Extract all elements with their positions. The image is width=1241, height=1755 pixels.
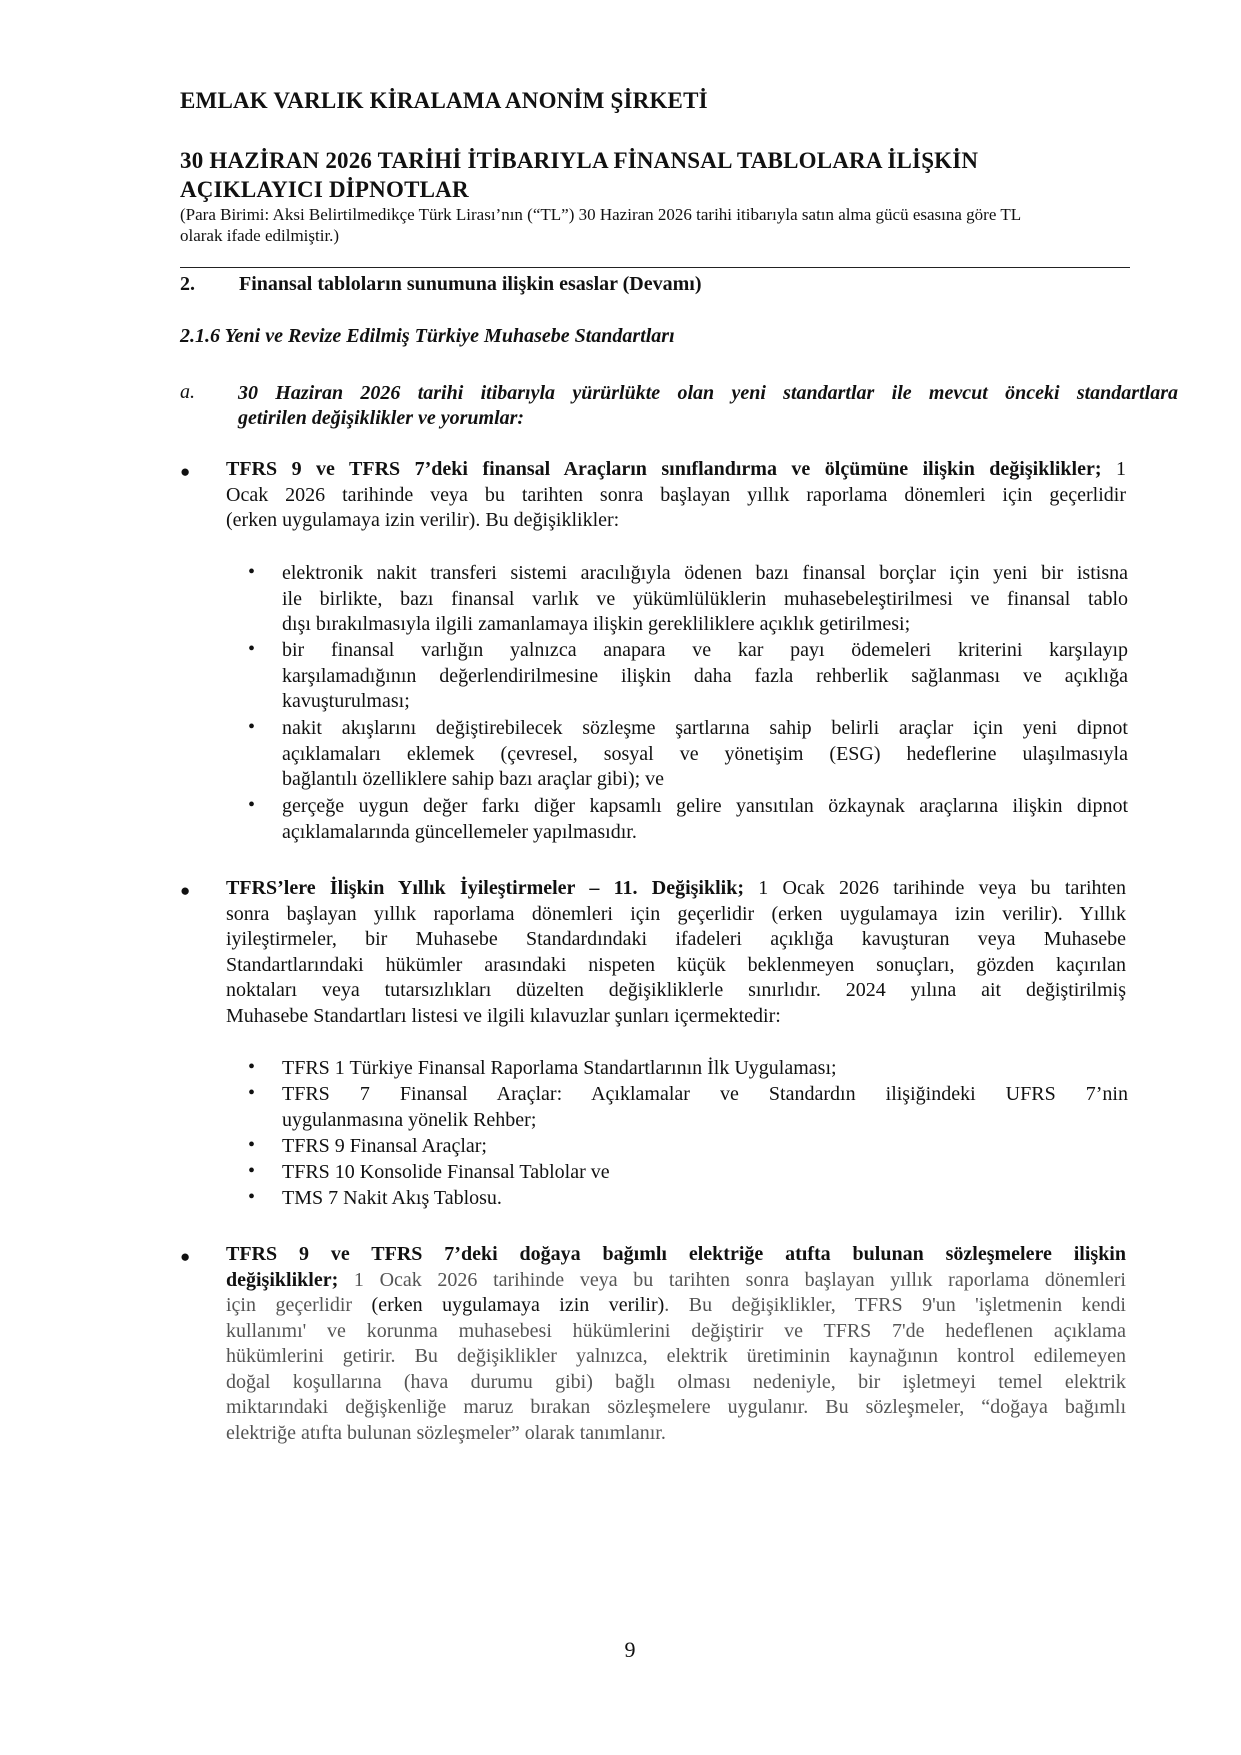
- section-title: Finansal tabloların sunumuna ilişkin esaslar (Devamı): [239, 273, 702, 295]
- bullet-2-line4: Standartlarındaki hükümler arasındaki nispeten küçük beklenmeyen sonuçları, gözden kaçırılan: [226, 953, 1126, 976]
- bullet-3-bold-line1: TFRS 9 ve TFRS 7’deki doğaya bağımlı elektriğe atıfta bulunan sözleşmelere ilişkin: [226, 1243, 1126, 1265]
- bullet-2-line3: iyileştirmeler, bir Muhasebe Standardındaki ifadeleri açıklığa kavuşturan veya Muhasebe: [226, 928, 1126, 950]
- sub-line: dışı bırakılmasıyla ilgili zamanlamaya ilişkin gerekliliklere açıklık getirilmesi;: [282, 613, 911, 635]
- bullet-2-sub-4: [282, 1160, 1128, 1186]
- page-number: 9: [624, 1637, 636, 1662]
- bullet-3-line4: kullanımı' ve korunma muhasebesi hükümlerini değiştirir ve TFRS 7'de hedeflenen açıklama: [226, 1319, 1126, 1342]
- bullet-2-sub-1: [282, 1056, 1128, 1082]
- small-bullet-icon: •: [248, 1186, 256, 1208]
- sub-line: kavuşturulması;: [282, 690, 410, 712]
- small-bullet-icon: •: [248, 561, 256, 583]
- sub-line: nakit akışlarını değiştirebilecek sözleşme şartlarına sahip belirli araçlar için yeni dipnot: [282, 717, 1128, 739]
- sub-line: açıklamalarında güncellemeler yapılmasıdır.: [282, 820, 637, 843]
- report-title-line1: 30 HAZİRAN 2026 TARİHİ İTİBARIYLA FİNANSAL TABLOLARA İLİŞKİN: [180, 148, 979, 173]
- sub-line: gerçeğe uygun değer farkı diğer kapsamlı gelire yansıtılan özkaynak araçlarına ilişkin dipnot: [282, 795, 1128, 817]
- bullet-2-line6: Muhasebe Standartları listesi ve ilgili kılavuzlar şunları içermektedir:: [226, 1004, 781, 1027]
- sub-line: bağlantılı özelliklere sahip bazı araçlar gibi); ve: [282, 768, 665, 790]
- bullet-1-sub-1: [282, 561, 1128, 638]
- sub-line: ile birlikte, bazı finansal varlık ve yükümlülüklerin muhasebeleştirilmesi ve finansal tablo: [282, 587, 1128, 610]
- small-bullet-icon: •: [248, 716, 256, 738]
- small-bullet-icon: •: [248, 1056, 256, 1078]
- currency-note-line1: (Para Birimi: Aksi Belirtilmedikçe Türk Lirası’nın (“TL”) 30 Haziran 2026 tarihi itibarıyla satın alma gücü esasına göre TL: [180, 205, 1022, 224]
- small-bullet-icon: •: [248, 1082, 256, 1104]
- bullet-1-sub-3: [282, 716, 1128, 793]
- sub-line: TFRS 7 Finansal Araçlar: Açıklamalar ve Standardın ilişiğindeki UFRS 7’nin: [282, 1083, 1128, 1105]
- sub-line: TFRS 9 Finansal Araçlar;: [282, 1135, 487, 1157]
- bullet-1-line1-rest: 1: [1101, 458, 1126, 480]
- bullet-3-paragraph: [226, 1242, 1126, 1446]
- bullet-2-line5: noktaları veya tutarsızlıkları düzelten değişikliklerle sınırlıdır. 2024 yılına ait değiştirilmiş: [226, 979, 1126, 1001]
- bullet-2-line1-rest: 1 Ocak 2026 tarihinde veya bu tarihten: [744, 877, 1126, 899]
- bullet-3-line3: [226, 1293, 1126, 1319]
- sub-line: TFRS 10 Konsolide Finansal Tablolar ve: [282, 1161, 610, 1183]
- small-bullet-icon: •: [248, 1134, 256, 1156]
- sub-line: karşılamadığının değerlendirilmesine ilişkin daha fazla rehberlik sağlanması ve açıklığa: [282, 664, 1128, 687]
- bullet-3-line3-b: (erken uygulamaya izin verilir): [371, 1294, 665, 1316]
- bullet-3-line2-rest: 1 Ocak 2026 tarihinde veya bu tarihten sonra başlayan yıllık raporlama dönemleri: [338, 1268, 1126, 1291]
- section-number: 2.: [180, 273, 195, 295]
- item-a-label: a.: [180, 381, 195, 403]
- bullet-3-line5: hükümlerini getirir. Bu değişiklikler yalnızca, elektrik üretiminin kaynağının kontrol edilemeyen: [226, 1345, 1126, 1367]
- bullet-1-line3: (erken uygulamaya izin verilir). Bu değişiklikler:: [226, 509, 620, 531]
- bullet-2-bold: TFRS’lere İlişkin Yıllık İyileştirmeler – 11. Değişiklik;: [226, 877, 745, 899]
- sub-line: elektronik nakit transferi sistemi aracılığıyla ödenen bazı finansal borçlar için yeni bir istisna: [282, 562, 1128, 584]
- small-bullet-icon: •: [248, 638, 256, 660]
- bullet-1-sub-4: [282, 794, 1128, 845]
- item-a-heading: [238, 381, 1178, 431]
- currency-note-line2: olarak ifade edilmiştir.): [180, 226, 340, 245]
- subsection-title: 2.1.6 Yeni ve Revize Edilmiş Türkiye Muhasebe Standartları: [180, 325, 675, 347]
- black-circle-icon: ●: [180, 462, 191, 481]
- bullet-1-line1: [226, 457, 1126, 483]
- bullet-3-line3-a: için geçerlidir: [226, 1294, 372, 1316]
- bullet-2-line2: sonra başlayan yıllık raporlama dönemleri için geçerlidir (erken uygulamaya izin verilir). Yıllık: [226, 902, 1126, 925]
- sub-line: uygulanmasına yönelik Rehber;: [282, 1108, 537, 1131]
- company-name: EMLAK VARLIK KİRALAMA ANONİM ŞİRKETİ: [180, 88, 708, 113]
- bullet-2-sub-5: [282, 1186, 1128, 1212]
- sub-line: TMS 7 Nakit Akış Tablosu.: [282, 1187, 502, 1209]
- sub-line: açıklamaları eklemek (çevresel, sosyal ve yönetişim (ESG) hedeflerine ulaşılmasıyla: [282, 742, 1128, 765]
- bullet-3-line7: miktarındaki değişkenliğe maruz bırakan sözleşmelere uygulanır. Bu sözleşmeler, “doğaya bağımlı: [226, 1396, 1126, 1418]
- item-a-line1: 30 Haziran 2026 tarihi itibarıyla yürürlükte olan yeni standartlar ile mevcut önceki standartlara: [238, 382, 1178, 404]
- small-bullet-icon: •: [248, 1160, 256, 1182]
- bullet-3-line8: elektriğe atıfta bulunan sözleşmeler” olarak tanımlanır.: [226, 1421, 666, 1444]
- report-title-line2: AÇIKLAYICI DİPNOTLAR: [180, 177, 469, 202]
- header-divider: [180, 267, 1130, 268]
- bullet-2-line1: [226, 876, 1126, 902]
- currency-note: [180, 204, 1140, 246]
- bullet-2-paragraph: [226, 876, 1126, 1029]
- bullet-3-bold-line2: değişiklikler;: [226, 1268, 339, 1291]
- item-a-line2: getirilen değişiklikler ve yorumlar:: [238, 407, 525, 429]
- bullet-1-paragraph: [226, 457, 1126, 534]
- bullet-1-bold: TFRS 9 ve TFRS 7’deki finansal Araçların sınıflandırma ve ölçümüne ilişkin değişiklikler;: [226, 458, 1102, 480]
- bullet-1-line2: Ocak 2026 tarihinde veya bu tarihten sonra başlayan yıllık raporlama dönemleri için geçerlidir: [226, 483, 1126, 506]
- bullet-3-line6: doğal koşullarına (hava durumu gibi) bağlı olması nedeniyle, bir işletmeyi temel elektrik: [226, 1370, 1126, 1393]
- black-circle-icon: ●: [180, 1247, 191, 1266]
- bullet-2-sub-2: [282, 1082, 1128, 1133]
- bullet-1-sub-2: [282, 638, 1128, 715]
- bullet-3-line2: [226, 1268, 1126, 1294]
- small-bullet-icon: •: [248, 794, 256, 816]
- bullet-3-line1: [226, 1242, 1126, 1268]
- bullet-2-sub-3: [282, 1134, 1128, 1160]
- sub-line: bir finansal varlığın yalnızca anapara ve kar payı ödemeleri kriterini karşılayıp: [282, 639, 1128, 661]
- sub-line: TFRS 1 Türkiye Finansal Raporlama Standartlarının İlk Uygulaması;: [282, 1057, 837, 1079]
- bullet-3-line3-c: . Bu değişiklikler, TFRS 9'un 'işletmenin kendi: [664, 1294, 1126, 1316]
- black-circle-icon: ●: [180, 881, 191, 900]
